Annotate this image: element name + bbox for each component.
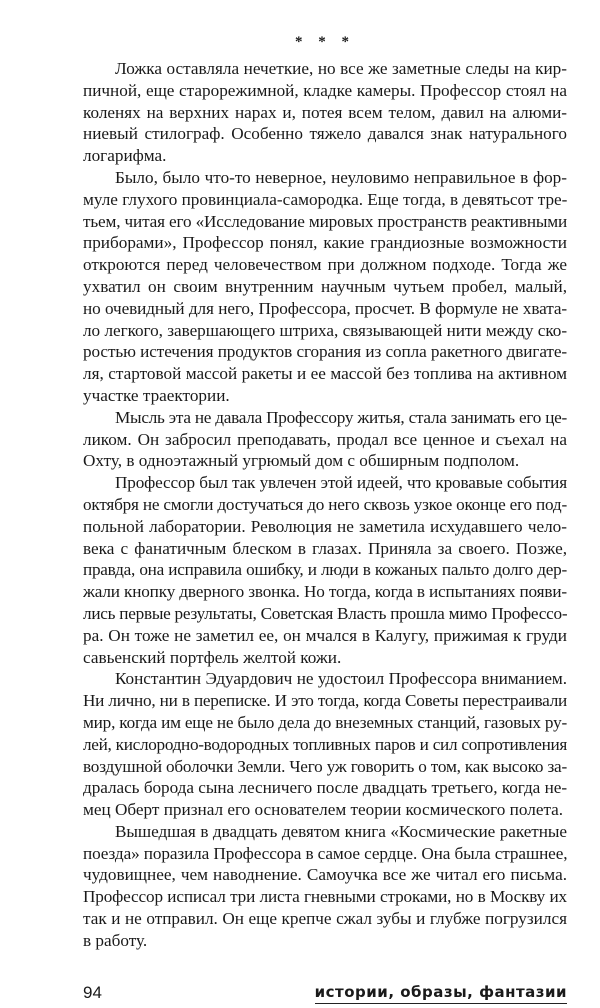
page-number: 94 (83, 982, 102, 1002)
text-line: лей, кислородно-водородных топливных паров и сил сопротивления (83, 734, 567, 754)
text-line: так и не отправил. Он еще крепче сжал зубы и глубже погрузился (83, 909, 567, 929)
text-line: дралась борода сына лесничего после двадцать третьего, когда не- (83, 778, 567, 798)
text-line: ра. Он тоже не заметил ее, он мчался в Калугу, прижимая к груди (83, 625, 567, 645)
text-line: Охту, в одноэтажный угрюмый дом с обширным подполом. (83, 451, 520, 471)
text-line: лись первые результаты, Советская Власть прошла мимо Профессо- (83, 603, 567, 623)
text-line: Мысль эта не давала Профессору житья, стала занимать его це- (115, 407, 567, 427)
text-line: участке траектории. (83, 385, 230, 405)
text-line: польной лаборатории. Революция не заметила исхудавшего чело- (83, 516, 567, 536)
text-line: правда, она исправила ошибку, и люди в кожаных пальто долго дер- (83, 560, 567, 580)
text-line: Константин Эдуардович не удостоил Профессора вниманием. (115, 669, 567, 689)
text-line: воздушной оболочки Земли. Чего уж говорить о том, как высоко за- (83, 756, 567, 776)
text-line: чудовищнее, чем наводнение. Самоучка все же читал его письма. (83, 865, 567, 885)
text-line: но очевидный для него, Профессора, просчет. В формуле не хвата- (83, 298, 567, 318)
text-line: савьенский портфель желтой кожи. (83, 647, 342, 667)
text-line: приборами», Профессор понял, какие грандиозные возможности (83, 233, 567, 253)
text-line: коленях на верхних нарах и, потея всем телом, давил на алюми- (83, 102, 567, 122)
text-line: пичной, еще старорежимной, кладке камеры. Профессор стоял на (83, 80, 567, 100)
running-title: истории, образы, фантазии (315, 982, 567, 1004)
text-line: мир, когда им еще не было дела до внеземных станций, газовых ру- (83, 712, 567, 732)
paragraph (83, 58, 567, 167)
paragraph (83, 472, 567, 668)
text-line: Было, было что-то неверное, неуловимо неправильное в фор- (115, 167, 567, 187)
text-line: века с фанатичным блеском в глазах. Приняла за своего. Позже, (83, 538, 567, 558)
text-line: откроются перед человечеством при должном подходе. Тогда же (83, 255, 567, 275)
text-line: Ложка оставляла нечеткие, но все же заметные следы на кир- (115, 59, 567, 78)
page-footer (83, 982, 567, 1008)
text-line: Вышедшая в двадцать девятом книга «Космические ракетные (115, 821, 567, 841)
text-line: в работу. (83, 930, 148, 950)
text-line: поезда» поразила Профессора в самое сердце. Она была страшнее, (83, 843, 567, 863)
text-line: Профессор был так увлечен этой идеей, что кровавые события (115, 473, 567, 493)
text-line: ля, стартовой массой ракеты и ее массой без топлива на активном (83, 364, 567, 384)
text-line: октября не смогли достучаться до него сквозь узкое оконце его под- (83, 494, 567, 514)
text-line: ростью истечения продуктов сгорания из сопла ракетного двигате- (83, 342, 567, 362)
text-line: Профессор исписал три листа гневными строками, но в Москву их (83, 887, 567, 907)
paragraph (83, 668, 567, 821)
text-line: ухватил он своим внутренним научным чутьем пробел, малый, (83, 276, 567, 296)
text-line: ло легкого, завершающего штриха, связывающей нити между ско- (83, 320, 567, 340)
text-line: Ни лично, ни в переписке. И это тогда, когда Советы перестраивали (83, 691, 567, 711)
text-line: ниевый стилограф. Особенно тяжело давался знак натурального (83, 124, 567, 144)
paragraph (83, 407, 567, 472)
paragraph (83, 821, 567, 952)
body-text (83, 58, 567, 952)
text-line: жали кнопку дверного звонка. Но тогда, когда в испытаниях появи- (83, 582, 567, 602)
paragraph (83, 167, 567, 407)
text-line: ликом. Он забросил преподавать, продал все ценное и съехал на (83, 429, 567, 449)
text-line: логарифма. (83, 146, 167, 166)
text-line: тьем, читая его «Исследование мировых пространств реактивными (83, 211, 567, 231)
text-line: мец Оберт признал его основателем теории космического полета. (83, 800, 564, 820)
text-line: муле глухого провинциала-самородка. Еще тогда, в девятьсот тре- (83, 189, 567, 209)
section-separator: * * * (295, 34, 355, 50)
